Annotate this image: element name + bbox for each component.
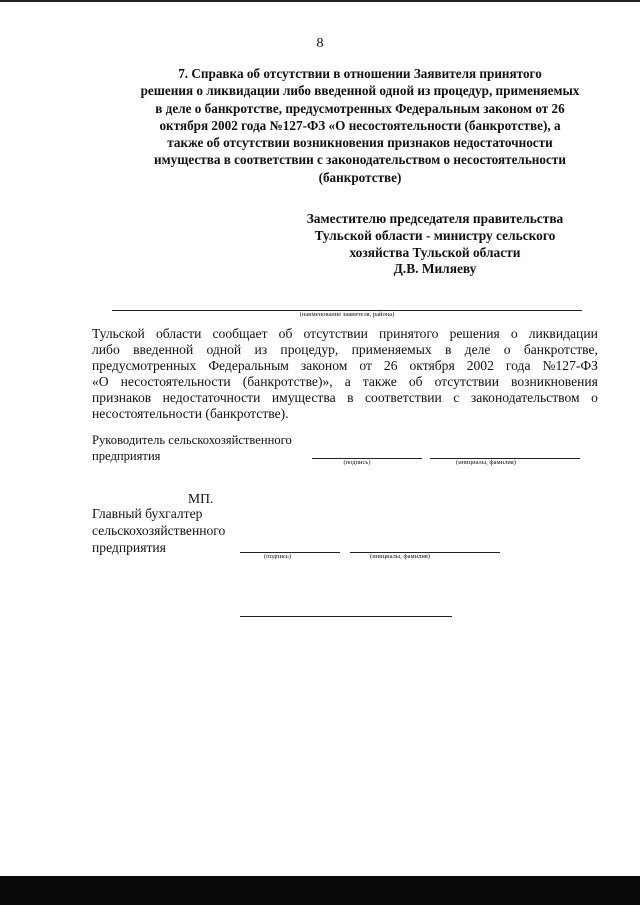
statement-word: предусмотренных — [92, 357, 197, 373]
statement-word: соответствии — [365, 389, 442, 405]
applicant-name-caption: (наименование заявителя, района) — [299, 311, 395, 318]
statement-line — [92, 326, 598, 342]
heading-line: октября 2002 года №127-ФЗ «О несостоятельности (банкротстве), а — [159, 117, 561, 133]
accountant-label-line: сельскохозяйственного — [92, 523, 226, 538]
section-heading — [100, 65, 620, 186]
head-label-line: предприятия — [92, 449, 161, 463]
statement-word: возникновения — [511, 373, 598, 389]
closing-rule — [240, 616, 452, 617]
accountant-label-line: предприятия — [92, 540, 166, 555]
statement-word: ликвидации — [528, 326, 598, 341]
statement-word: применяемых — [351, 341, 432, 357]
accountant-signature-caption: (подпись) — [264, 553, 291, 560]
statement-word: о — [510, 326, 518, 341]
statement-word: №127-ФЗ — [542, 357, 598, 373]
statement-word: отсутствии — [303, 326, 368, 341]
addressee-name: Д.В. Миляеву — [393, 261, 477, 277]
statement-word: недостаточности — [162, 389, 261, 405]
addressee-line: хозяйства Тульской области — [349, 244, 521, 260]
statement-line: несостоятельности (банкротстве). — [92, 405, 289, 421]
addressee-line: Заместителю председателя правительства — [306, 211, 564, 226]
addressee-block — [280, 211, 590, 278]
statement-word: в — [444, 341, 452, 357]
statement-line — [92, 390, 598, 406]
statement-word: решения — [449, 326, 500, 341]
statement-word: принятого — [379, 326, 439, 341]
statement-word: законодательством — [470, 389, 580, 405]
statement-word: об — [278, 326, 293, 341]
scan-bottom-band — [0, 876, 640, 905]
statement-word: отсутствии — [434, 373, 499, 389]
heading-line: решения о ликвидации либо введенной одной из процедур, применяемых — [140, 83, 580, 99]
statement-word: процедур, — [280, 341, 339, 357]
statement-word: Тульской — [92, 326, 145, 341]
head-signature-caption: (подпись) — [343, 459, 371, 466]
statement-word: одной — [206, 341, 242, 357]
statement-word: либо — [92, 341, 120, 357]
statement-word: 26 — [383, 357, 398, 373]
head-name-caption: (инициалы, фамилия) — [456, 459, 516, 466]
head-label-line: Руководитель сельскохозяйственного — [92, 433, 292, 447]
head-signature-label — [92, 432, 292, 464]
statement-word: также — [362, 373, 397, 389]
statement-word: «О — [92, 373, 109, 389]
statement-word: года — [505, 357, 531, 373]
stamp-label: МП. — [188, 491, 214, 506]
statement-word: области — [155, 326, 202, 341]
heading-line: (банкротстве) — [318, 169, 402, 185]
statement-word: сообщает — [212, 326, 268, 341]
accountant-name-caption: (инициалы, фамилия) — [370, 553, 430, 560]
statement-word: (банкротстве)», — [242, 373, 333, 389]
accountant-label-line: Главный бухгалтер — [92, 506, 203, 521]
heading-line: в деле о банкротстве, предусмотренных Федеральным законом от 26 — [155, 100, 565, 116]
statement-word: законом — [300, 357, 348, 373]
statement-word: имущества — [271, 389, 336, 405]
statement-word: несостоятельности — [120, 373, 231, 389]
heading-line: также об отсутствии возникновения признаков недостаточности — [167, 135, 553, 151]
statement-word: банкротстве, — [523, 341, 598, 357]
heading-line: имущества в соответствии с законодательством о несостоятельности — [154, 152, 566, 168]
statement-word: о — [591, 389, 598, 405]
statement-line — [92, 342, 598, 358]
statement-word: деле — [464, 341, 491, 357]
statement-line — [92, 358, 598, 374]
statement-word: Федеральным — [208, 357, 289, 373]
statement-word: октября — [409, 357, 455, 373]
page-number: 8 — [316, 36, 324, 51]
statement-word: о — [503, 341, 511, 357]
statement-word: с — [453, 389, 460, 405]
statement-word: признаков — [92, 389, 152, 405]
statement-word: а — [344, 373, 351, 389]
accountant-signature-label — [92, 505, 225, 556]
statement-text — [92, 326, 598, 421]
statement-word: от — [359, 357, 372, 373]
statement-line — [92, 374, 598, 390]
scan-top-edge — [0, 0, 640, 2]
statement-word: из — [254, 341, 268, 357]
addressee-line: Тульской области - министру сельского — [314, 227, 556, 243]
statement-word: введенной — [133, 341, 194, 357]
statement-word: в — [347, 389, 354, 405]
heading-line: 7. Справка об отсутствии в отношении Заявителя принятого — [178, 66, 542, 81]
statement-word: об — [408, 373, 423, 389]
statement-word: 2002 — [466, 357, 494, 373]
